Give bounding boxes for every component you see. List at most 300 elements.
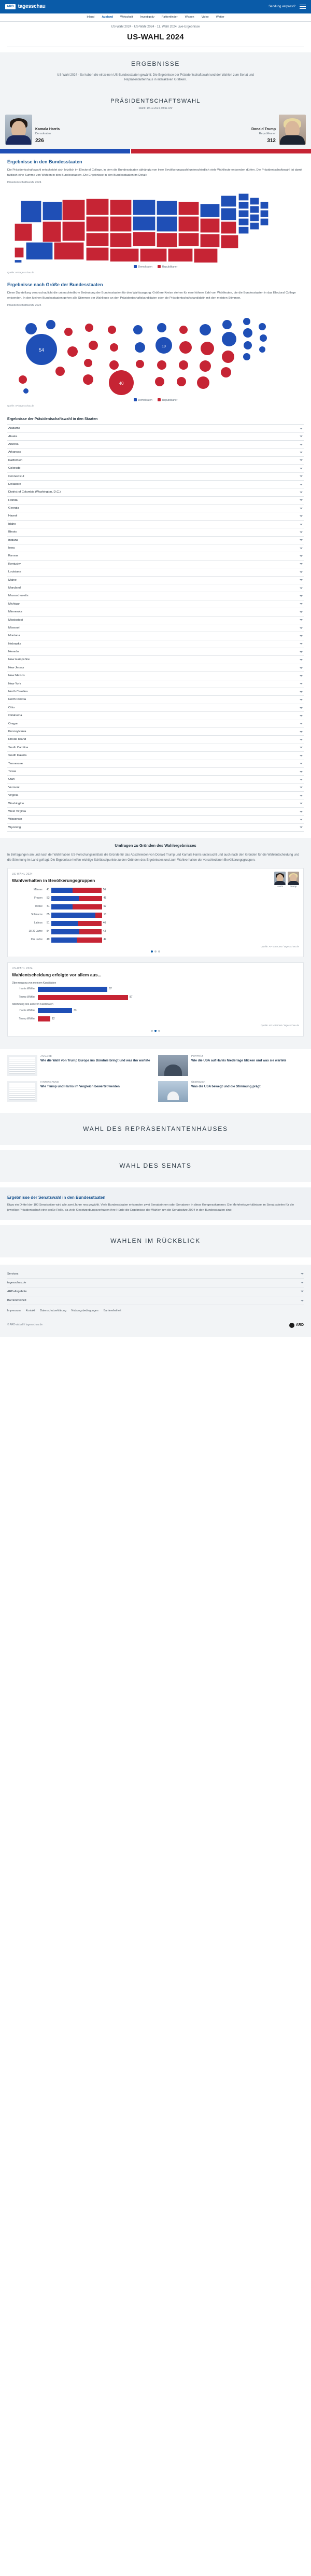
- chevron-down-icon[interactable]: [300, 444, 303, 445]
- chevron-down-icon[interactable]: [300, 787, 303, 788]
- chevron-down-icon[interactable]: [300, 771, 303, 773]
- chevron-down-icon[interactable]: [300, 707, 303, 709]
- chevron-down-icon[interactable]: [301, 1300, 304, 1301]
- chevron-down-icon[interactable]: [300, 563, 303, 565]
- state-accordion-row[interactable]: [7, 704, 304, 712]
- chevron-down-icon[interactable]: [300, 459, 303, 461]
- chevron-down-icon[interactable]: [300, 731, 303, 733]
- chevron-down-icon[interactable]: [300, 643, 303, 645]
- presidential-timestamp: Stand: 19.12.2024, 08:11 Uhr: [138, 106, 173, 110]
- chevron-down-icon[interactable]: [300, 675, 303, 677]
- chart-bar-row: [12, 1016, 299, 1022]
- teaser-thumbnail: [158, 1055, 188, 1076]
- review-section-title: WAHLEN IM RÜCKBLICK: [0, 1225, 311, 1257]
- results-band-text: US-Wahl 2024 - So haben die einzelnen US-Bundesstaaten gewählt: Die Ergebnisse der Präsidentschaftswahl und der Wahlen zum Senat und Repräsentantenhaus in interaktiven Grafiken.: [57, 73, 254, 82]
- chevron-down-icon[interactable]: [300, 571, 303, 573]
- state-accordion-row[interactable]: [7, 808, 304, 816]
- chart-value: 56: [103, 888, 106, 892]
- chevron-down-icon[interactable]: [300, 691, 303, 693]
- carousel-dot[interactable]: [151, 1030, 153, 1032]
- footer-bottom: [7, 1318, 304, 1328]
- card-kicker: US-WAHL 2024: [12, 873, 33, 876]
- chart-category-label: Harris Wähler: [19, 987, 35, 991]
- state-name: Rhode Island: [8, 738, 26, 741]
- state-name: South Dakota: [8, 754, 27, 758]
- chart-bar: [38, 1016, 50, 1021]
- state-accordion-row[interactable]: [7, 505, 304, 512]
- state-name: Wyoming: [8, 825, 21, 829]
- nav-item-wetter[interactable]: Wetter: [216, 15, 224, 19]
- avatar-trump-small: [288, 872, 299, 885]
- state-name: Texas: [8, 769, 17, 773]
- state-name: Tennessee: [8, 762, 23, 765]
- footer: [0, 1265, 311, 1337]
- site-title: tagesschau: [18, 3, 46, 9]
- nav-item-wirtschaft[interactable]: Wirtschaft: [120, 15, 133, 19]
- state-accordion-row[interactable]: [7, 449, 304, 456]
- carousel-dots[interactable]: [12, 1030, 299, 1032]
- footer-section-row[interactable]: [7, 1270, 304, 1279]
- hamburger-icon[interactable]: [300, 5, 306, 9]
- teaser-card[interactable]: [7, 1055, 153, 1076]
- state-name: South Carolina: [8, 746, 29, 749]
- chevron-down-icon[interactable]: [301, 1273, 304, 1275]
- state-accordion-row[interactable]: [7, 816, 304, 823]
- polls-section: [0, 838, 311, 1049]
- state-name: Kentucky: [8, 562, 21, 566]
- chevron-down-icon[interactable]: [301, 1291, 304, 1292]
- state-accordion-row[interactable]: [7, 664, 304, 672]
- chevron-down-icon[interactable]: [300, 539, 303, 541]
- state-name: New Jersey: [8, 666, 24, 669]
- chart-category-label: Latinos: [34, 921, 43, 925]
- state-name: Pennsylvania: [8, 730, 26, 733]
- footer-section-label: ARD-Angebote: [7, 1290, 27, 1293]
- teaser-thumbnail: [7, 1055, 37, 1076]
- candidate-electors: 226: [35, 137, 44, 144]
- chart-bar-row: [12, 887, 299, 893]
- state-accordion-row[interactable]: [7, 800, 304, 808]
- brand[interactable]: [5, 3, 46, 11]
- presidential-hero: [0, 91, 311, 153]
- teaser-text: [40, 1081, 120, 1102]
- bubble-text: Diese Darstellung veranschaulicht die unterschiedliche Bedeutung der Bundesstaaten für den Wahlausgang: Größere Kreise stehen für eine höhere Zahl von Wahlleuten, die die Bundesstaaten in das Electoral College entsenden. In den kleinen Bundesstaaten gehen alle Stimmen der Wahlleute an den Präsidentschaftskandidaten oder die Präsidentschaftskandidatin mit den meisten Stimmen.: [7, 291, 296, 300]
- chart-category-label: Frauen: [34, 897, 43, 900]
- chart-bar-dem: [51, 896, 79, 901]
- avatar-harris-small: [274, 872, 286, 885]
- state-name: Georgia: [8, 507, 19, 510]
- chart-bar-rep: [79, 896, 102, 901]
- chart-value: 46: [103, 921, 106, 925]
- chevron-down-icon[interactable]: [300, 819, 303, 820]
- chart-value: 13: [103, 913, 107, 917]
- chevron-down-icon[interactable]: [300, 484, 303, 485]
- state-name: Wisconsin: [8, 818, 22, 821]
- legend-rep: Republikaner: [158, 265, 177, 269]
- chart-bar-row: [12, 895, 299, 902]
- chart-bars: [45, 888, 299, 893]
- state-name: Ohio: [8, 706, 15, 709]
- chart-bar-dem: [51, 929, 79, 934]
- teaser-title: Wie die USA auf Harris Niederlage blicken und was sie wartete: [191, 1058, 287, 1062]
- chevron-down-icon[interactable]: [300, 827, 303, 828]
- chart-category-label: Weiße: [35, 905, 43, 908]
- state-accordion-row[interactable]: [7, 632, 304, 640]
- chart-category-label: Schwarze: [31, 913, 43, 917]
- state-name: Nebraska: [8, 642, 21, 646]
- chevron-down-icon[interactable]: [300, 723, 303, 724]
- chevron-down-icon[interactable]: [300, 492, 303, 493]
- teaser-kicker: HINTERGRUND: [40, 1081, 59, 1084]
- results-band-title: ERGEBNISSE: [131, 60, 180, 68]
- state-accordion-row[interactable]: [7, 824, 304, 832]
- chart-group-label: Überzeugung von meinem Kandidaten: [12, 981, 56, 985]
- senate-states-block: [0, 1187, 311, 1221]
- state-accordion-row[interactable]: [7, 680, 304, 688]
- svg-text:19: 19: [162, 345, 166, 349]
- house-section-title: WAHL DES REPRÄSENTANTENHAUSES: [0, 1113, 311, 1145]
- teaser-text: [40, 1055, 150, 1076]
- state-accordion-row[interactable]: [7, 720, 304, 728]
- footer-section-row[interactable]: [7, 1296, 304, 1305]
- main-nav: [0, 13, 311, 22]
- candidate-name: Donald Trump: [251, 127, 276, 131]
- svg-text:40: 40: [119, 381, 124, 386]
- chart-bars: [38, 987, 299, 992]
- chart-category-label: Harris Wähler: [19, 1009, 35, 1012]
- map-source: Quelle: AP/tagesschau.de: [7, 271, 34, 274]
- state-name: West Virginia: [8, 809, 26, 813]
- states-accordion: [7, 424, 304, 832]
- chevron-down-icon[interactable]: [300, 452, 303, 453]
- footer-section-label: tagesschau.de: [7, 1281, 26, 1284]
- chart-value: 41: [47, 888, 50, 892]
- state-accordion-row[interactable]: [7, 617, 304, 624]
- state-accordion-row[interactable]: [7, 537, 304, 544]
- state-name: Indiana: [8, 538, 19, 542]
- chevron-down-icon[interactable]: [300, 468, 303, 469]
- state-accordion-row[interactable]: [7, 768, 304, 776]
- carousel-dot[interactable]: [154, 950, 157, 953]
- state-name: Massachusetts: [8, 594, 29, 598]
- chart-value: 49: [103, 938, 107, 942]
- state-accordion-row[interactable]: [7, 561, 304, 568]
- footer-section-label: Barrierefreiheit: [7, 1299, 26, 1303]
- chevron-down-icon[interactable]: [300, 555, 303, 557]
- state-accordion-row[interactable]: [7, 497, 304, 505]
- chevron-down-icon[interactable]: [301, 1282, 304, 1283]
- chart-bars: [45, 937, 299, 943]
- footer-link[interactable]: Impressum: [7, 1309, 21, 1313]
- nav-item-ausland[interactable]: Ausland: [102, 15, 114, 19]
- state-accordion-row[interactable]: [7, 457, 304, 465]
- teaser-title: Wie die Wahl von Trump Europa ins Bündnis bringt und was ihn wartete: [40, 1058, 150, 1062]
- chart-bar-row: [12, 929, 299, 935]
- chevron-down-icon[interactable]: [300, 739, 303, 740]
- nav-item-investigativ[interactable]: Investigativ: [140, 15, 154, 19]
- carousel-dot[interactable]: [158, 1030, 160, 1032]
- footer-link[interactable]: Datenschutzerklärung: [40, 1309, 66, 1313]
- chart-source: Quelle: AP VoteCast / tagesschau.de: [261, 1024, 299, 1027]
- chevron-down-icon[interactable]: [300, 747, 303, 748]
- senate-section-title: WAHL DES SENATS: [0, 1150, 311, 1182]
- chevron-down-icon[interactable]: [300, 475, 303, 477]
- footer-link[interactable]: Kontakt: [25, 1309, 35, 1313]
- chevron-down-icon[interactable]: [300, 755, 303, 757]
- state-accordion-row[interactable]: [7, 728, 304, 736]
- state-accordion-row[interactable]: [7, 752, 304, 760]
- state-name: Virginia: [8, 794, 19, 797]
- polls-heading: Umfragen zu Gründen des Wahlergebnisses: [115, 843, 196, 848]
- footer-sections: [7, 1270, 304, 1305]
- state-name: Florida: [8, 498, 18, 502]
- chevron-down-icon[interactable]: [300, 531, 303, 533]
- state-accordion-row[interactable]: [7, 568, 304, 576]
- bubble-sublabel: Präsidentschaftswahl 2024: [7, 304, 41, 307]
- state-name: Oklahoma: [8, 714, 22, 718]
- bubble-legend: [7, 398, 304, 402]
- state-accordion-row[interactable]: [7, 544, 304, 552]
- teaser-thumbnail: [7, 1081, 37, 1102]
- state-accordion-row[interactable]: [7, 577, 304, 584]
- chart-bars: [38, 1016, 299, 1021]
- state-accordion-row[interactable]: [7, 792, 304, 800]
- chevron-down-icon[interactable]: [300, 635, 303, 637]
- state-accordion-row[interactable]: [7, 760, 304, 768]
- candidate-name: Kamala Harris: [35, 127, 60, 131]
- state-accordion-row[interactable]: [7, 488, 304, 496]
- chevron-down-icon[interactable]: [300, 524, 303, 525]
- chart-bar-dem: [51, 921, 78, 926]
- state-name: Delaware: [8, 482, 21, 486]
- teaser-kicker: ANALYSE: [40, 1055, 52, 1058]
- carousel-dots[interactable]: [12, 950, 299, 953]
- chevron-down-icon[interactable]: [300, 548, 303, 549]
- poll-card-motivation[interactable]: [7, 962, 304, 1037]
- teaser-card[interactable]: [158, 1081, 304, 1102]
- chart-bar-dem: [51, 913, 95, 918]
- state-accordion-row[interactable]: [7, 736, 304, 744]
- chevron-down-icon[interactable]: [300, 603, 303, 605]
- chevron-down-icon[interactable]: [300, 587, 303, 589]
- state-accordion-row[interactable]: [7, 584, 304, 592]
- state-name: Mississippi: [8, 618, 23, 622]
- chart-bar-rep: [73, 888, 102, 893]
- state-accordion-row[interactable]: [7, 744, 304, 752]
- us-choropleth-map[interactable]: [7, 186, 304, 264]
- carousel-dot[interactable]: [151, 950, 153, 953]
- state-name: Hawaii: [8, 514, 18, 518]
- teaser-title: Was die USA bewegt und die Stimmung prägt: [191, 1084, 261, 1088]
- chevron-down-icon[interactable]: [300, 667, 303, 669]
- teaser-text: [191, 1055, 286, 1076]
- state-name: New Hampshire: [8, 658, 30, 662]
- state-accordion-row[interactable]: [7, 656, 304, 664]
- chart-value: 54: [47, 930, 50, 933]
- chart-value: 49: [47, 938, 50, 942]
- candidate-trump-meta: [251, 127, 276, 145]
- carousel-dot[interactable]: [158, 950, 160, 953]
- chart-bar-rep: [77, 937, 102, 943]
- state-accordion-row[interactable]: [7, 592, 304, 600]
- chart-bar-dem: [51, 888, 73, 893]
- chevron-down-icon[interactable]: [300, 715, 303, 717]
- state-accordion-row[interactable]: [7, 465, 304, 472]
- state-accordion-row[interactable]: [7, 640, 304, 648]
- state-accordion-row[interactable]: [7, 521, 304, 528]
- chart-bar-rep: [79, 929, 102, 934]
- footer-section-row[interactable]: [7, 1287, 304, 1296]
- chart-bar-row: [12, 1007, 299, 1014]
- avatar-harris: [5, 115, 32, 145]
- card-kicker: US-WAHL 2024: [12, 967, 33, 971]
- state-name: Vermont: [8, 786, 20, 789]
- chart-value: 51: [47, 921, 50, 925]
- candidate-row: [0, 115, 311, 145]
- chevron-down-icon[interactable]: [300, 428, 303, 429]
- teaser-title: Wie Trump und Harris im Vergleich bewertet werden: [40, 1084, 120, 1088]
- chart-bars: [45, 896, 299, 901]
- chart-bar-row: [12, 937, 299, 943]
- state-name: Montana: [8, 634, 20, 638]
- footer-section-row[interactable]: [7, 1279, 304, 1287]
- elector-bar: [0, 149, 311, 153]
- chart-value: 57: [103, 905, 107, 908]
- chevron-down-icon[interactable]: [300, 515, 303, 517]
- state-name: New Mexico: [8, 674, 25, 678]
- state-accordion-row[interactable]: [7, 528, 304, 536]
- nav-item-video[interactable]: Video: [201, 15, 209, 19]
- chart-bars: [45, 929, 299, 934]
- chart-value: 67: [109, 987, 112, 991]
- legend-dem: Demokraten: [134, 265, 152, 269]
- avatar-trump: [279, 115, 306, 145]
- states-accordion-title: Ergebnisse der Präsidentschaftswahl in den Staaten: [7, 417, 98, 422]
- card-candidate-avatars: [274, 872, 299, 889]
- chevron-down-icon[interactable]: [300, 611, 303, 613]
- footer-link[interactable]: Barrierefreiheit: [103, 1309, 121, 1313]
- chevron-down-icon[interactable]: [300, 779, 303, 780]
- state-accordion-row[interactable]: [7, 552, 304, 560]
- chevron-down-icon[interactable]: [300, 499, 303, 501]
- state-accordion-row[interactable]: [7, 608, 304, 616]
- svg-text:54: 54: [38, 347, 45, 353]
- map-svg: [7, 186, 304, 264]
- state-name: Maryland: [8, 586, 21, 590]
- nav-item-inland[interactable]: Inland: [87, 15, 95, 19]
- state-accordion-row[interactable]: [7, 433, 304, 441]
- carousel-dot[interactable]: [154, 1030, 157, 1032]
- chevron-down-icon[interactable]: [300, 699, 303, 701]
- state-accordion-row[interactable]: [7, 473, 304, 481]
- chevron-down-icon[interactable]: [300, 659, 303, 661]
- bubble-results-block: [0, 276, 311, 410]
- state-name: Michigan: [8, 602, 21, 606]
- state-accordion-row[interactable]: [7, 512, 304, 520]
- presidential-title: PRÄSIDENTSCHAFTSWAHL: [110, 98, 201, 105]
- chevron-down-icon[interactable]: [300, 579, 303, 581]
- chevron-down-icon[interactable]: [300, 795, 303, 796]
- state-accordion-row[interactable]: [7, 600, 304, 608]
- state-accordion-row[interactable]: [7, 425, 304, 432]
- us-bubble-map[interactable]: [7, 309, 304, 397]
- state-name: Utah: [8, 778, 15, 781]
- chevron-down-icon[interactable]: [300, 651, 303, 653]
- candidate-harris-meta: [35, 127, 60, 145]
- state-accordion-row[interactable]: [7, 776, 304, 783]
- chevron-down-icon[interactable]: [300, 619, 303, 621]
- state-accordion-row[interactable]: [7, 441, 304, 449]
- poll-card-demographics[interactable]: [7, 868, 304, 957]
- chevron-down-icon[interactable]: [300, 508, 303, 509]
- chevron-down-icon[interactable]: [300, 595, 303, 597]
- bubble-heading: Ergebnisse nach Größe der Bundesstaaten: [7, 282, 103, 288]
- ard-logo-footer: ARD: [289, 1323, 304, 1328]
- teaser-thumbnail: [158, 1081, 188, 1102]
- state-results-block: [0, 153, 311, 276]
- chevron-down-icon[interactable]: [300, 803, 303, 804]
- chart-bars: [45, 921, 299, 926]
- polls-intro: In Befragungen am und nach der Wahl haben US-Forschungsinstitute die Gründe für das Abschneiden von Donald Trump und Kamala Harris untersucht und auch nach den Gründen für die Wahlentscheidung und die Stimmung im Land gefragt. Die Ergebnisse helfen wichtige Schlüsselpunkte zu den Gründen des Ergebnisses und zum Wahlverhalten der verschiedenen Bevölkerungsgruppen.: [7, 853, 299, 862]
- state-name: Oregon: [8, 722, 19, 725]
- teaser-card[interactable]: [158, 1055, 304, 1076]
- footer-links: [7, 1305, 304, 1318]
- avatar-label: Trump: [290, 885, 297, 888]
- chart-category-label: Trump Wähler: [19, 1017, 35, 1020]
- state-name: Nevada: [8, 650, 19, 654]
- footer-link[interactable]: Nutzungsbedingungen: [71, 1309, 98, 1313]
- avatar-label: Harris: [277, 885, 283, 888]
- state-accordion-row[interactable]: [7, 784, 304, 792]
- state-name: Alabama: [8, 427, 20, 430]
- chevron-down-icon[interactable]: [300, 627, 303, 629]
- chart-bar-row: [12, 986, 299, 992]
- card-title: Wahlentscheidung erfolgte vor allem aus...: [12, 972, 102, 978]
- nav-item-wissen[interactable]: Wissen: [185, 15, 194, 19]
- chevron-down-icon[interactable]: [300, 436, 303, 437]
- chart-bar-rep: [95, 913, 102, 918]
- state-accordion-row[interactable]: [7, 481, 304, 488]
- top-bar: [0, 0, 311, 13]
- chevron-down-icon[interactable]: [300, 763, 303, 764]
- state-accordion-row[interactable]: [7, 688, 304, 696]
- candidate-harris: [5, 115, 144, 145]
- state-name: Washington: [8, 802, 24, 805]
- chart-bar-dem: [51, 904, 73, 909]
- nav-item-faktenfinder[interactable]: Faktenfinder: [161, 15, 178, 19]
- state-results-heading: Ergebnisse in den Bundesstaaten: [7, 159, 82, 165]
- chart-category-label: 65+ Jahre: [31, 938, 43, 942]
- chart-bars: [38, 1008, 299, 1013]
- teaser-card[interactable]: [7, 1081, 153, 1102]
- state-name: Arkansas: [8, 451, 21, 454]
- chevron-down-icon[interactable]: [300, 811, 303, 813]
- candidate-trump: [167, 115, 306, 145]
- chevron-down-icon[interactable]: [300, 683, 303, 684]
- state-accordion-row[interactable]: [7, 672, 304, 680]
- state-accordion-row[interactable]: [7, 712, 304, 720]
- chart-bar-dem: [51, 937, 77, 943]
- state-accordion-row[interactable]: [7, 624, 304, 632]
- ard-logo: ARD: [5, 4, 16, 10]
- map-sublabel: Präsidentschaftswahl 2024: [7, 181, 41, 185]
- chart-category-label: Männer: [34, 888, 43, 892]
- chart-bar-row: [12, 912, 299, 918]
- state-accordion-row[interactable]: [7, 648, 304, 656]
- missed-broadcast-link[interactable]: Sendung verpasst?: [268, 5, 295, 8]
- state-accordion-row[interactable]: [7, 696, 304, 704]
- chart-bar-row: [12, 904, 299, 910]
